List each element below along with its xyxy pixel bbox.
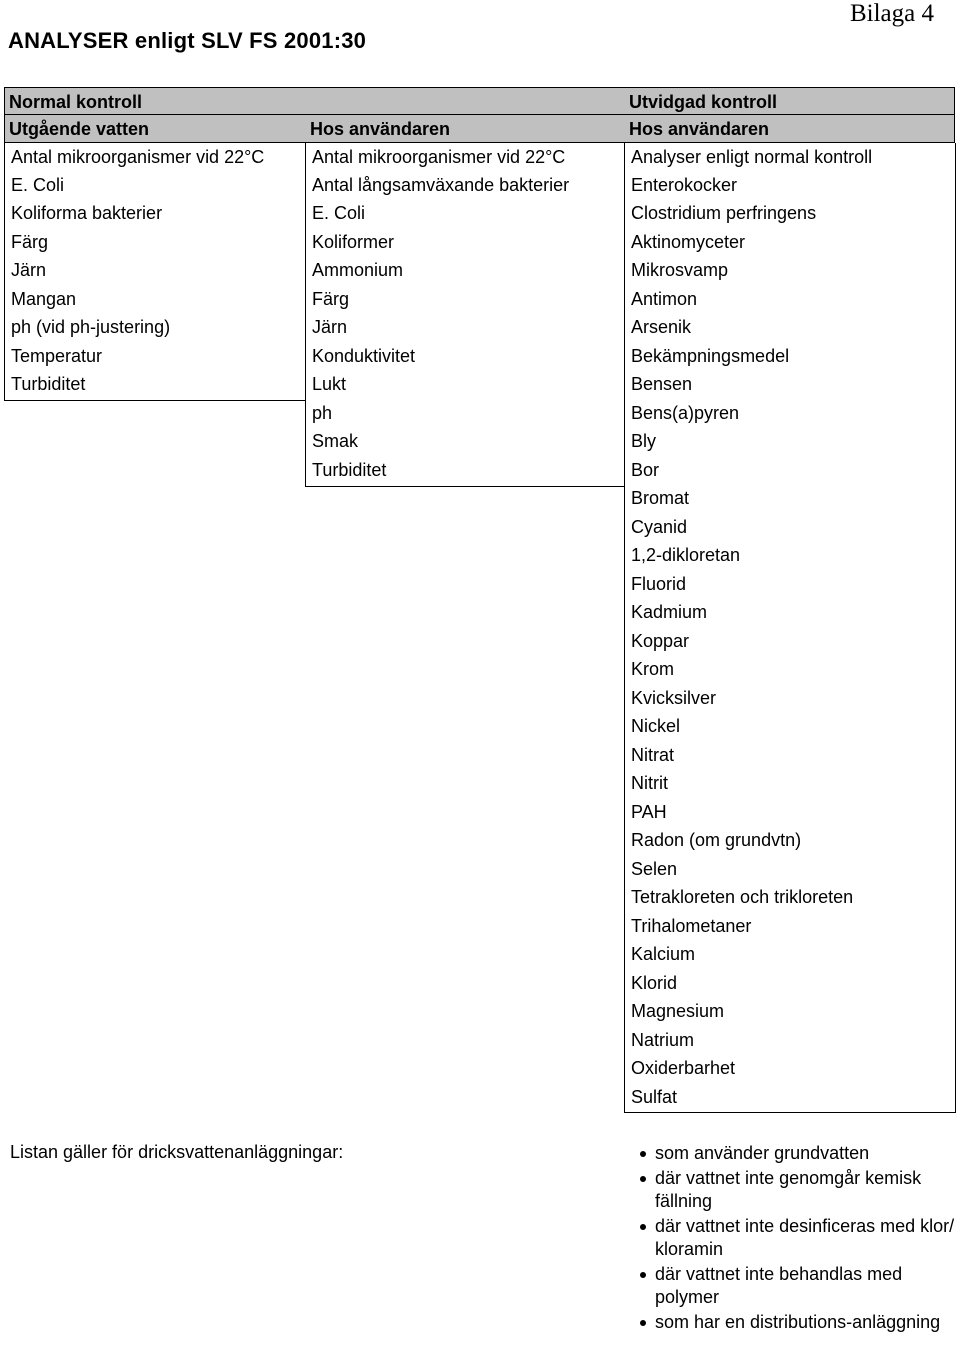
appendix-label: Bilaga 4	[849, 0, 934, 27]
analysis-item: Antimon	[631, 288, 698, 309]
analysis-item: Aktinomyceter	[631, 231, 746, 252]
analysis-item: Järn	[312, 317, 348, 337]
analysis-item: Selen	[631, 858, 678, 879]
analysis-item: Antal långsamväxande bakterier	[312, 175, 570, 195]
analysis-item: Radon (om grundvtn)	[631, 830, 802, 850]
analysis-item: Kalcium	[631, 944, 696, 964]
analysis-item: Enterokocker	[631, 175, 738, 195]
list-item-text: där vattnet inte behandlas med polymer	[655, 1263, 903, 1307]
analysis-item: Natrium	[631, 1029, 695, 1050]
analysis-item: Antal mikroorganismer vid 22°C	[312, 147, 566, 167]
header-at-user: Hos användaren	[310, 119, 451, 139]
analysis-item: Turbiditet	[312, 459, 387, 480]
list-item	[638, 1263, 958, 1310]
header-at-user-extended: Hos användaren	[629, 119, 770, 139]
analysis-item: Färg	[312, 288, 350, 309]
analysis-item: Turbiditet	[11, 374, 86, 394]
list-item-text: där vattnet inte desinficeras med klor/ kloramin	[655, 1215, 955, 1259]
analysis-item: Krom	[631, 659, 675, 679]
analysis-item: Bekämpningsmedel	[631, 345, 790, 366]
analysis-item: 1,2-dikloretan	[631, 545, 741, 565]
analysis-item: Koliforma bakterier	[11, 203, 163, 223]
page-title: ANALYSER enligt SLV FS 2001:30	[8, 28, 367, 53]
analysis-item: Kvicksilver	[631, 687, 717, 708]
analysis-item: Kadmium	[631, 602, 708, 622]
list-item-text: som har en distributions-anläggning	[655, 1311, 941, 1332]
analysis-item: Bly	[631, 431, 657, 451]
analysis-item: Nitrat	[631, 744, 675, 765]
analysis-item: Klorid	[631, 972, 678, 993]
bullet-icon	[640, 1176, 646, 1182]
analysis-item: Magnesium	[631, 1001, 725, 1021]
analysis-item: Koppar	[631, 630, 690, 651]
analysis-item: Bor	[631, 459, 660, 480]
bullet-icon	[640, 1151, 646, 1157]
analysis-item: Oxiderbarhet	[631, 1058, 736, 1078]
analysis-item: Fluorid	[631, 573, 687, 594]
analysis-item: ph	[312, 402, 333, 423]
column-outgoing-water	[4, 143, 306, 401]
analysis-item: Antal mikroorganismer vid 22°C	[11, 147, 265, 167]
analysis-item: Bensen	[631, 374, 693, 394]
analysis-item: E. Coli	[312, 203, 366, 223]
bullet-icon	[640, 1320, 646, 1326]
analysis-item: Arsenik	[631, 317, 692, 337]
list-item	[638, 1142, 958, 1166]
analysis-item: Analyser enligt normal kontroll	[631, 147, 873, 167]
analysis-item: Ammonium	[312, 260, 404, 280]
analysis-item: Nitrit	[631, 773, 668, 793]
analysis-item: Sulfat	[631, 1086, 678, 1107]
analysis-item: Konduktivitet	[312, 345, 416, 366]
header-row-location	[4, 115, 955, 143]
analysis-item: Järn	[11, 260, 47, 280]
analysis-item: Mangan	[11, 288, 77, 309]
analysis-item: Nickel	[631, 716, 681, 736]
header-outgoing-water: Utgående vatten	[9, 119, 150, 139]
analysis-item: Temperatur	[11, 345, 103, 366]
list-item	[638, 1215, 958, 1262]
analysis-item: Färg	[11, 231, 49, 252]
analysis-item: E. Coli	[11, 175, 65, 195]
list-item-text: som använder grundvatten	[655, 1143, 870, 1163]
analysis-item: Bromat	[631, 488, 690, 508]
analysis-item: Cyanid	[631, 516, 688, 537]
analysis-item: Mikrosvamp	[631, 260, 729, 280]
analysis-item: Clostridium perfringens	[631, 203, 817, 223]
analysis-item: Bens(a)pyren	[631, 402, 740, 423]
analysis-item: Tetrakloreten och trikloreten	[631, 887, 854, 907]
list-note: Listan gäller för dricksvattenanläggningar:	[10, 1142, 344, 1162]
analysis-item: Smak	[312, 431, 359, 451]
column-extended-at-user	[624, 143, 956, 1113]
analysis-item: ph (vid ph-justering)	[11, 317, 171, 337]
analysis-item: PAH	[631, 801, 667, 822]
header-row-control-type	[4, 87, 955, 115]
analysis-item: Lukt	[312, 374, 347, 394]
bullet-icon	[640, 1272, 646, 1278]
header-extended-control: Utvidgad kontroll	[629, 92, 777, 112]
list-item	[638, 1167, 958, 1214]
header-normal-control: Normal kontroll	[9, 92, 143, 112]
list-item-text: där vattnet inte genomgår kemisk fällning	[655, 1167, 922, 1211]
bullet-icon	[640, 1224, 646, 1230]
facility-conditions-list	[638, 1142, 958, 1335]
analysis-item: Koliformer	[312, 231, 395, 252]
list-item	[638, 1311, 958, 1335]
column-at-user	[305, 143, 625, 487]
analysis-item: Trihalometaner	[631, 915, 752, 936]
